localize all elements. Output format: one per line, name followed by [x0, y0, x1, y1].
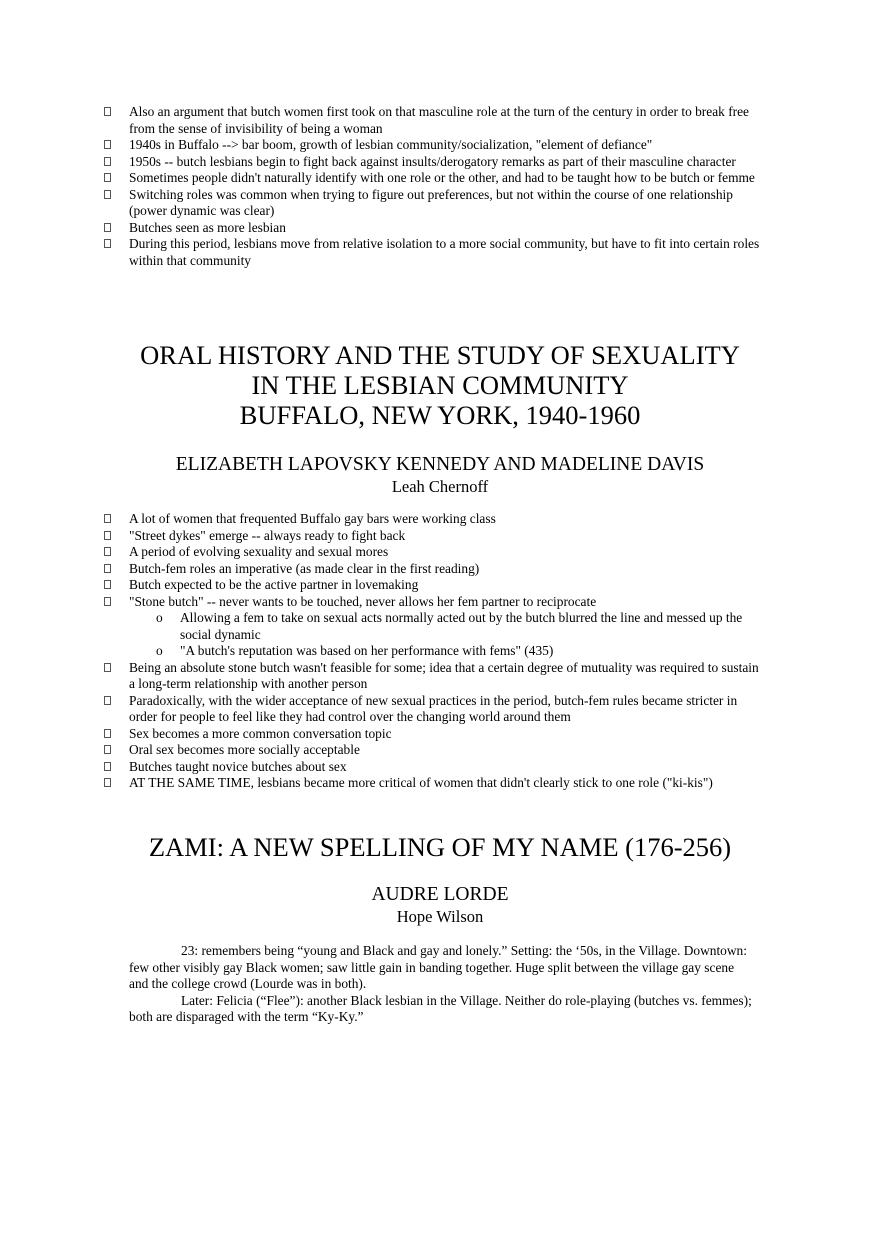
list-item: A lot of women that frequented Buffalo gay bars were working class — [104, 511, 760, 528]
section-title-line3: BUFFALO, NEW YORK, 1940-1960 — [239, 400, 641, 430]
bullet-box-icon — [104, 663, 111, 672]
zami-title: ZAMI: A NEW SPELLING OF MY NAME (176-256) — [148, 832, 732, 862]
list-item: Switching roles was common when trying to figure out preferences, but not within the course of one relationship (power dynamic was clear) — [104, 187, 760, 220]
bullet-box-icon — [104, 190, 111, 199]
list-item: Butches taught novice butches about sex — [104, 759, 760, 776]
list-item: Paradoxically, with the wider acceptance of new sexual practices in the period, butch-fem rules became stricter in order for people to feel like they had control over the changing world around them — [104, 693, 760, 726]
paragraph: 23: remembers being “young and Black and gay and lonely.” Setting: the ‘50s, in the Village. Downtown: few other visibly gay Black women; saw little gain in banding together. Huge split between the village gay scene and the college crowd (Lourde was in both). — [129, 943, 747, 991]
bullet-box-icon — [104, 514, 111, 523]
section-title-line2: IN THE LESBIAN COMMUNITY — [251, 370, 629, 400]
list-item: Being an absolute stone butch wasn't feasible for some; idea that a certain degree of mutuality was required to sustain a long-term relationship with another person — [104, 660, 760, 693]
bullet-box-icon — [104, 745, 111, 754]
bullet-box-icon — [104, 223, 111, 232]
list-item: "Street dykes" emerge -- always ready to fight back — [104, 528, 760, 545]
bullet-box-icon — [104, 173, 111, 182]
list-item: 1940s in Buffalo --> bar boom, growth of lesbian community/socialization, "element of defiance" — [104, 137, 760, 154]
section-title-line1: ORAL HISTORY AND THE STUDY OF SEXUALITY — [140, 340, 740, 370]
list-item: Sex becomes a more common conversation topic — [104, 726, 760, 743]
bullet-box-icon — [104, 107, 111, 116]
bullet-box-icon — [104, 729, 111, 738]
list-item: Sometimes people didn't naturally identify with one role or the other, and had to be taught how to be butch or femme — [104, 170, 760, 187]
bullet-box-icon — [104, 696, 111, 705]
list-item: A period of evolving sexuality and sexual mores — [104, 544, 760, 561]
oral-history-bullet-list — [104, 511, 760, 792]
list-item: 1950s -- butch lesbians begin to fight back against insults/derogatory remarks as part of their masculine character — [104, 154, 760, 171]
bullet-box-icon — [104, 762, 111, 771]
bullet-box-icon — [104, 580, 111, 589]
list-item: Also an argument that butch women first took on that masculine role at the turn of the century in order to break free from the sense of invisibility of being a woman — [104, 104, 760, 137]
section-authors: ELIZABETH LAPOVSKY KENNEDY AND MADELINE DAVIS — [175, 454, 705, 475]
section-presenter: Leah Chernoff — [391, 477, 489, 496]
bullet-box-icon — [104, 597, 111, 606]
bullet-box-icon — [104, 239, 111, 248]
list-item: Butch-fem roles an imperative (as made clear in the first reading) — [104, 561, 760, 578]
bullet-box-icon — [104, 778, 111, 787]
zami-presenter: Hope Wilson — [396, 907, 484, 926]
list-item: AT THE SAME TIME, lesbians became more critical of women that didn't clearly stick to one role ("ki-kis") — [104, 775, 760, 792]
bullet-box-icon — [104, 531, 111, 540]
intro-bullet-list — [104, 104, 760, 269]
paragraph: Later: Felicia (“Flee”): another Black lesbian in the Village. Neither do role-playing (butches vs. femmes); both are disparaged with the term “Ky-Ky.” — [129, 992, 752, 1024]
list-item: Oral sex becomes more socially acceptable — [104, 742, 760, 759]
bullet-box-icon — [104, 157, 111, 166]
list-item: During this period, lesbians move from relative isolation to a more social community, but have to fit into certain roles within that community — [104, 236, 760, 269]
list-item: "Stone butch" -- never wants to be touched, never allows her fem partner to reciprocate — [104, 594, 760, 611]
sub-list-item: o "A butch's reputation was based on her performance with fems" (435) — [156, 643, 554, 658]
sub-bullet-marker: o — [156, 610, 163, 625]
list-item: Butch expected to be the active partner in lovemaking — [104, 577, 760, 594]
sub-bullet-marker: o — [156, 643, 163, 658]
zami-body — [129, 943, 753, 1026]
bullet-box-icon — [104, 564, 111, 573]
bullet-box-icon — [104, 140, 111, 149]
sub-list-item: o Allowing a fem to take on sexual acts normally acted out by the butch blurred the line and messed up the social dynamic — [156, 610, 743, 642]
bullet-box-icon — [104, 547, 111, 556]
zami-author: AUDRE LORDE — [371, 884, 509, 905]
list-item: Butches seen as more lesbian — [104, 220, 760, 237]
